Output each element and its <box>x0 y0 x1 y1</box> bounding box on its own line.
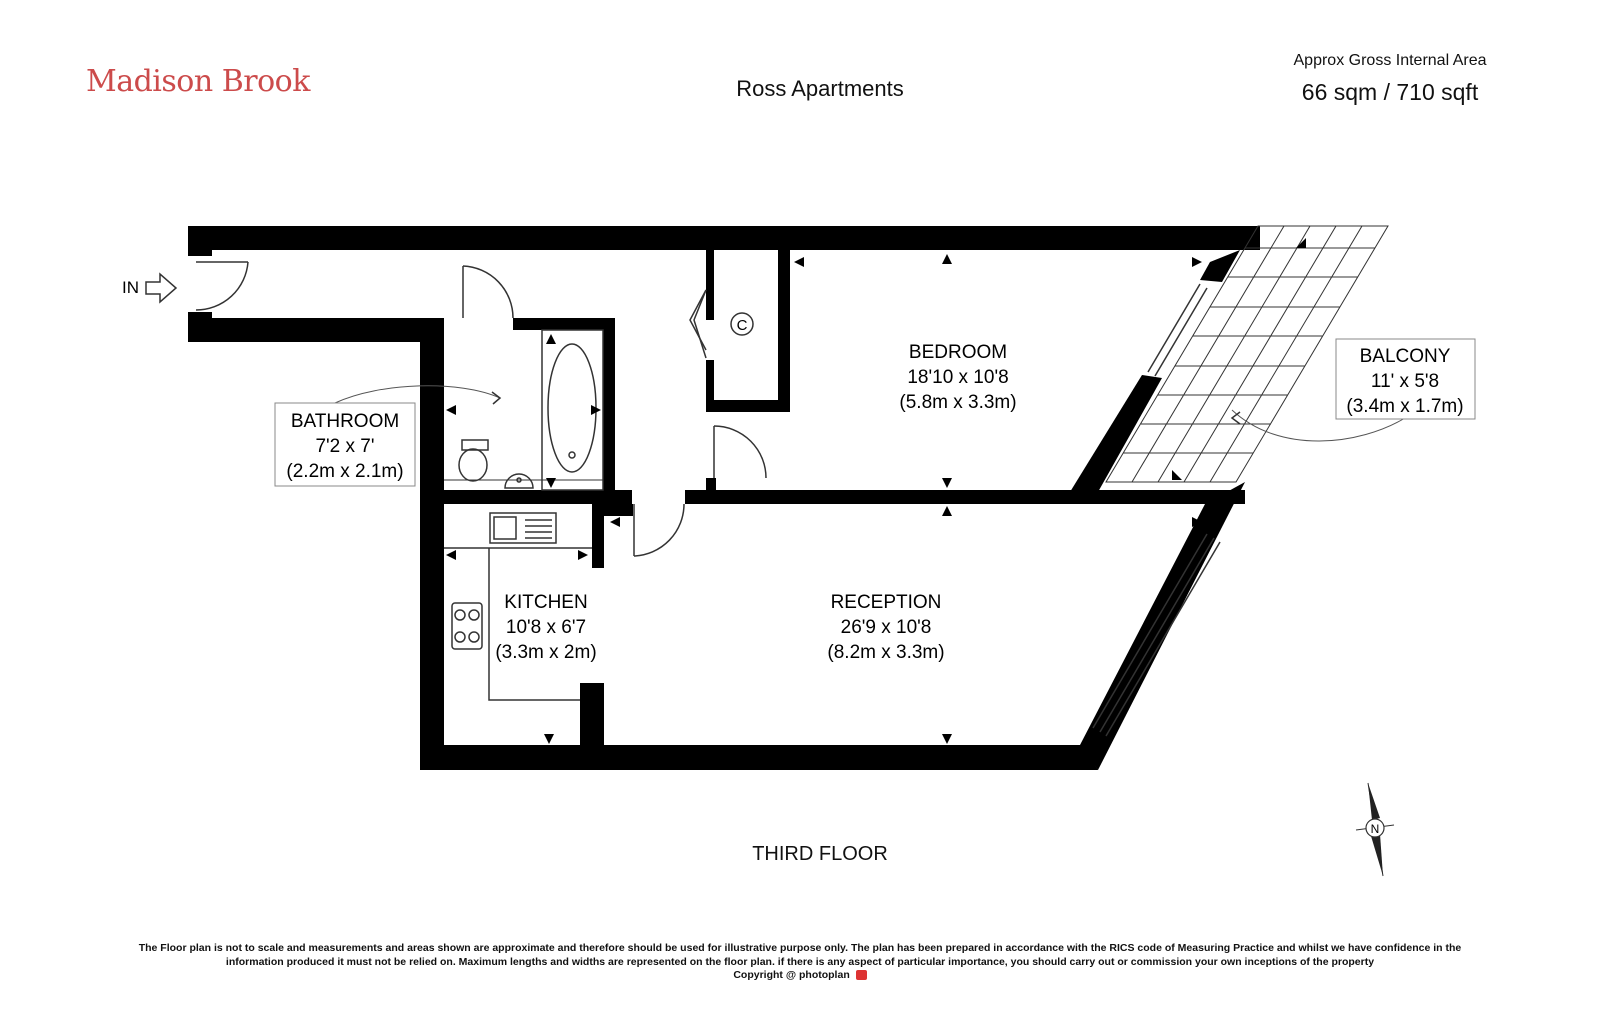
north-compass-icon <box>1356 783 1394 876</box>
reception-label <box>827 592 944 663</box>
toilet <box>459 440 488 481</box>
kitchen-label <box>495 592 596 663</box>
reception-imperial: 26'9 x 10'8 <box>840 617 932 638</box>
kitchen-metric: (3.3m x 2m) <box>495 642 597 663</box>
bathroom-metric: (2.2m x 2.1m) <box>286 461 404 482</box>
balcony-name: BALCONY <box>1359 346 1451 367</box>
bedroom-door <box>714 426 766 478</box>
disclaimer-text: The Floor plan is not to scale and measurements and areas shown are approximate and therefore should be used for illustrative purpose only. The plan has been prepared in accordance with the RICS code of Measuring Practice and whilst we have confidence in the information produced it must not be relied on. Maximum lengths and widths are represented on the floor plan. if there is any aspect of particular importance, you should carry out or commission your own inceptions of the property <box>138 942 1462 968</box>
floor-label: THIRD FLOOR <box>752 843 888 865</box>
cupboard-doors <box>690 290 706 358</box>
bedroom-metric: (5.8m x 3.3m) <box>899 392 1017 413</box>
reception-name: RECEPTION <box>830 592 942 613</box>
balcony-metric: (3.4m x 1.7m) <box>1346 396 1464 417</box>
footer-disclaimer <box>125 942 1475 983</box>
bathroom-callout <box>275 386 500 486</box>
bathroom-door <box>463 266 513 318</box>
reception-metric: (8.2m x 3.3m) <box>827 642 945 663</box>
entrance-arrow-icon <box>146 274 176 302</box>
entrance-door <box>196 262 248 310</box>
hob-icon <box>452 603 482 649</box>
entrance-label: IN <box>122 278 139 297</box>
basin <box>505 474 533 488</box>
kitchen-imperial: 10'8 x 6'7 <box>505 617 587 638</box>
copyright-label: Copyright @ photoplan <box>733 969 850 981</box>
bedroom-imperial: 18'10 x 10'8 <box>907 367 1009 388</box>
page-title: Ross Apartments <box>736 76 904 101</box>
walls <box>188 226 1260 770</box>
bathroom-name: BATHROOM <box>290 411 400 432</box>
balcony-imperial: 11' x 5'8 <box>1370 371 1440 392</box>
photoplan-logo-icon <box>856 970 867 980</box>
copyright-text <box>125 969 1475 983</box>
brand-logo: Madison Brook <box>86 64 310 99</box>
balcony-callout <box>1232 339 1475 441</box>
kitchen-name: KITCHEN <box>504 592 588 613</box>
bathroom-imperial: 7'2 x 7' <box>315 436 375 457</box>
compass-label: N <box>1370 822 1380 836</box>
reception-door <box>634 504 684 556</box>
bedroom-label <box>899 342 1016 413</box>
area-value: 66 sqm / 710 sqft <box>1301 79 1479 105</box>
cupboard-label: C <box>736 317 748 334</box>
bedroom-name: BEDROOM <box>908 342 1008 363</box>
area-label: Approx Gross Internal Area <box>1293 52 1487 69</box>
